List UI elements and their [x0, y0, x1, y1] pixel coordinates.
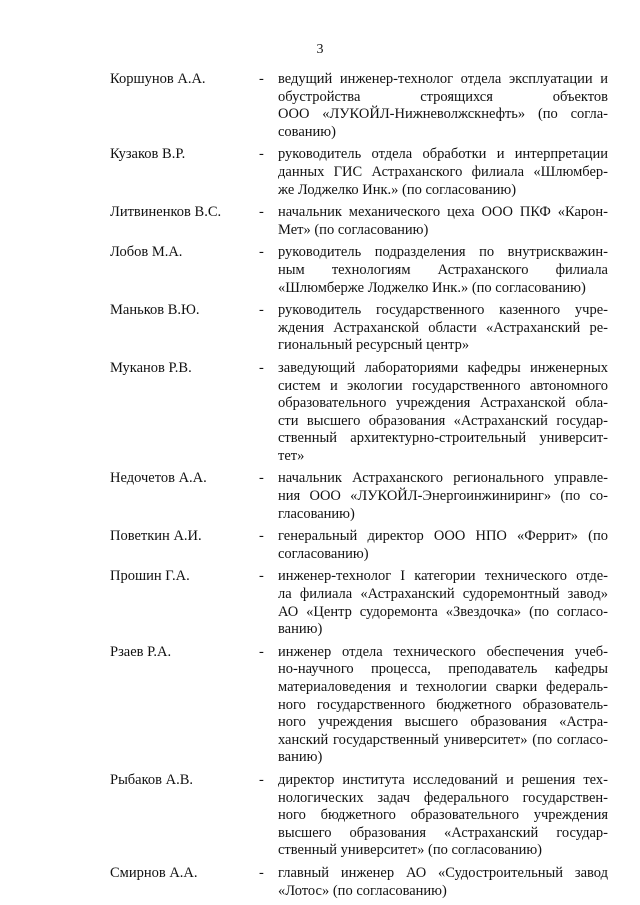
- member-name: Лобов М.А.: [110, 244, 183, 261]
- member-name: Прошин Г.А.: [110, 568, 190, 585]
- member-entry: [110, 568, 610, 638]
- description-line: ждения Астраханской области «Астраханский ре-: [278, 319, 608, 336]
- member-name: Кузаков В.Р.: [110, 146, 186, 163]
- member-name: Литвиненков В.С.: [110, 204, 222, 221]
- list-dash: -: [259, 359, 264, 376]
- description-line: гласованию): [278, 505, 355, 522]
- member-entry: [110, 204, 610, 239]
- member-name: Рыбаков А.В.: [110, 771, 194, 788]
- member-name: Поветкин А.И.: [110, 528, 202, 545]
- description-line: данных ГИС Астраханского филиала «Шлюмбер-: [278, 163, 608, 180]
- description-line: «Лотос» (по согласованию): [278, 882, 447, 899]
- description-line: начальник механического цеха ООО ПКФ «Карон-: [278, 204, 608, 221]
- member-description: [278, 204, 608, 239]
- description-line: начальник Астраханского регионального управле-: [278, 470, 608, 487]
- list-dash: -: [259, 643, 264, 660]
- description-line: гиональный ресурсный центр»: [278, 337, 470, 354]
- member-entry: [110, 470, 610, 523]
- member-entry: [110, 71, 610, 141]
- list-dash: -: [259, 771, 264, 788]
- description-line: согласованию): [278, 545, 369, 562]
- member-entry: [110, 302, 610, 355]
- member-name: Недочетов А.А.: [110, 470, 207, 487]
- member-entry: [110, 244, 610, 297]
- description-line: генеральный директор ООО НПО «Феррит» (по: [278, 528, 608, 545]
- list-dash: -: [259, 71, 264, 87]
- description-line: высшего образования «Астраханский государ-: [278, 824, 608, 841]
- member-name: Маньков В.Ю.: [110, 302, 200, 319]
- description-line: ного государственного бюджетного образователь-: [278, 696, 608, 713]
- description-line: «Шлюмберже Лоджелко Инк.» (по согласованию): [278, 279, 586, 296]
- description-line: инженер отдела технического обеспечения учеб-: [278, 643, 608, 660]
- description-line: ственный архитектурно-строительный университ-: [278, 430, 608, 447]
- member-entry: [110, 772, 610, 860]
- description-line: ООО «ЛУКОЙЛ-Нижневолжскнефть» (по согла-: [278, 106, 608, 123]
- description-line: АО «Центр судоремонта «Звездочка» (по согласо-: [278, 603, 608, 620]
- description-line: но-научного процесса, преподаватель кафедры: [278, 661, 608, 678]
- member-description: [278, 528, 608, 563]
- description-line: руководитель отдела обработки и интерпретации: [278, 146, 608, 163]
- description-line: ным технологиям Астраханского филиала: [278, 261, 608, 278]
- member-description: [278, 568, 608, 638]
- list-dash: -: [259, 864, 264, 881]
- member-description: [278, 360, 608, 466]
- list-dash: -: [259, 528, 264, 545]
- description-line: ния ООО «ЛУКОЙЛ-Энергоинжиниринг» (по со-: [278, 488, 608, 505]
- description-line: заведующий лабораториями кафедры инженерных: [278, 359, 608, 376]
- list-dash: -: [259, 244, 264, 261]
- member-description: [278, 146, 608, 199]
- description-line: инженер-технолог I категории технического отде-: [278, 568, 608, 585]
- description-line: материаловедения и технологии сварки федераль-: [278, 679, 608, 695]
- description-line: ванию): [278, 749, 323, 766]
- description-line: ведущий инженер-технолог отдела эксплуатации и: [278, 71, 608, 87]
- list-dash: -: [259, 302, 264, 319]
- description-line: директор института исследований и решения тех-: [278, 771, 608, 788]
- description-line: нологических задач федерального государствен-: [278, 789, 608, 806]
- description-line: ственный университет» (по согласованию): [278, 842, 543, 859]
- member-description: [278, 302, 608, 355]
- member-name: Смирнов А.А.: [110, 864, 198, 881]
- list-dash: -: [259, 204, 264, 221]
- description-line: руководитель подразделения по внутрискважин-: [278, 244, 608, 261]
- member-description: [278, 470, 608, 523]
- member-name: Рзаев Р.А.: [110, 643, 172, 660]
- member-entry: [110, 865, 610, 900]
- member-list: [110, 71, 610, 905]
- member-entry: [110, 644, 610, 767]
- description-line: ванию): [278, 621, 323, 638]
- member-description: [278, 644, 608, 767]
- description-line: сованию): [278, 123, 336, 140]
- description-line: тет»: [278, 447, 305, 464]
- member-description: [278, 772, 608, 860]
- member-description: [278, 865, 608, 900]
- description-line: обустройства строящихся объектов: [278, 88, 608, 105]
- member-name: Коршунов А.А.: [110, 71, 206, 87]
- description-line: ного учреждения высшего образования «Астра-: [278, 714, 608, 731]
- member-description: [278, 244, 608, 297]
- description-line: Мет» (по согласованию): [278, 221, 429, 238]
- description-line: сти высшего образования «Астраханский государ-: [278, 412, 608, 429]
- description-line: ного бюджетного образовательного учреждения: [278, 807, 608, 824]
- page-number: 3: [316, 42, 324, 57]
- description-line: систем и экологии государственного автономного: [278, 377, 608, 394]
- member-entry: [110, 146, 610, 199]
- member-entry: [110, 528, 610, 563]
- description-line: ханский государственный университет» (по согласо-: [278, 731, 608, 748]
- list-dash: -: [259, 470, 264, 487]
- list-dash: -: [259, 146, 264, 163]
- description-line: руководитель государственного казенного учре-: [278, 302, 608, 319]
- description-line: же Лоджелко Инк.» (по согласованию): [278, 181, 517, 198]
- description-line: главный инженер АО «Судостроительный завод: [278, 864, 608, 881]
- description-line: образовательного учреждения Астраханской обла-: [278, 395, 608, 412]
- member-description: [278, 71, 608, 141]
- description-line: ла филиала «Астраханский судоремонтный завод»: [278, 586, 608, 603]
- list-dash: -: [259, 568, 264, 585]
- member-entry: [110, 360, 610, 466]
- member-name: Муканов Р.В.: [110, 359, 192, 376]
